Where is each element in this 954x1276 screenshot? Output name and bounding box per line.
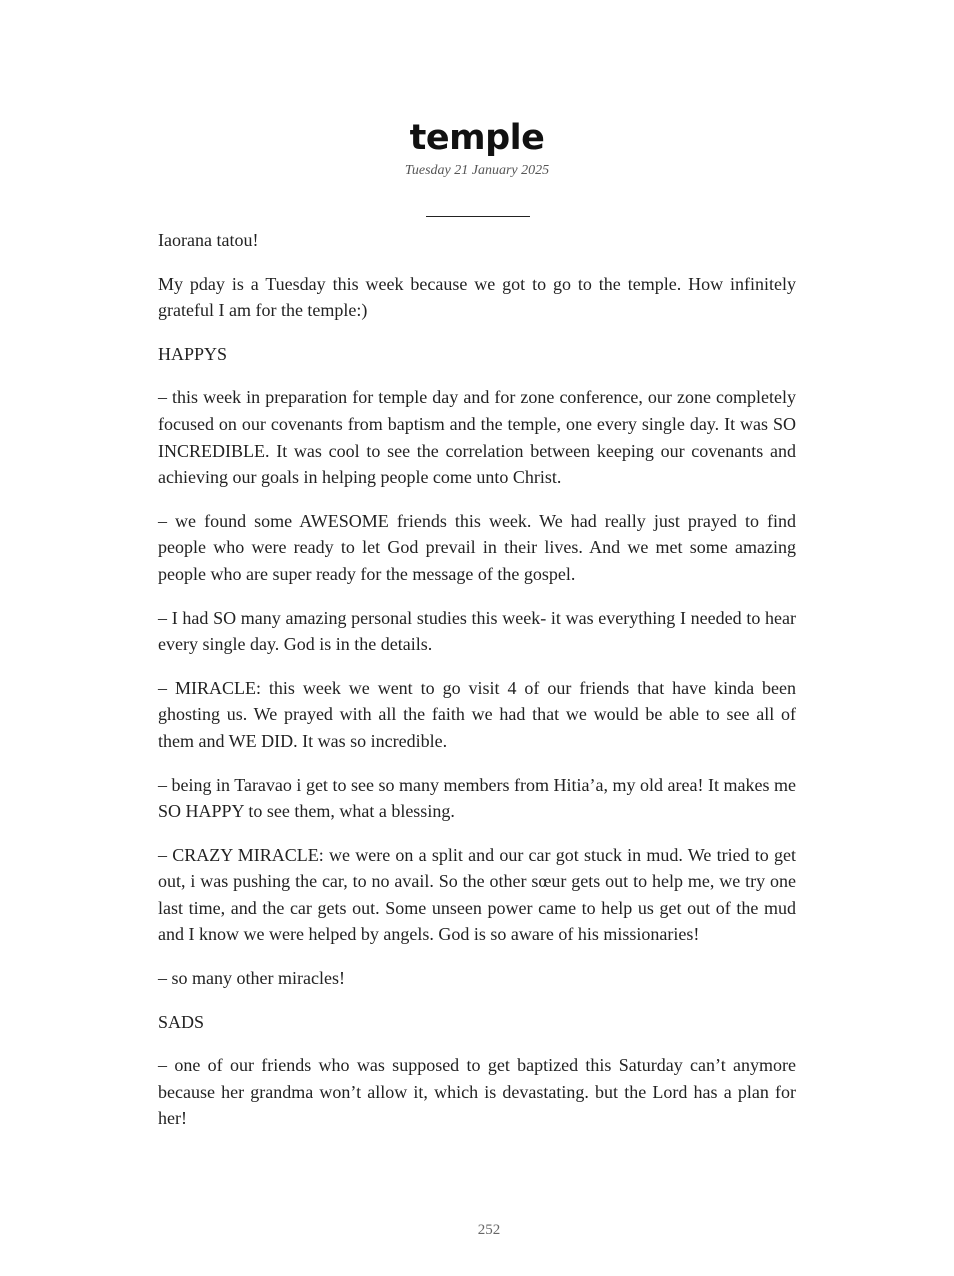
paragraph: – we found some AWESOME friends this week. We had really just prayed to find people who were ready to let God prevail in their lives. And we met some amazing people who are super ready for the message of the gospel.	[158, 510, 796, 584]
paragraph: – one of our friends who was supposed to get baptized this Saturday can’t anymore because her grandma won’t allow it, which is devastating. but the Lord has a plan for her!	[158, 1055, 796, 1129]
page-title: temple	[409, 118, 545, 158]
section-heading-sads: SADS	[158, 1011, 205, 1032]
paragraph-intro: My pday is a Tuesday this week because we got to go to the temple. How infinitely grateful I am for the temple:)	[158, 273, 796, 321]
page-number: 252	[477, 1222, 501, 1238]
paragraph-greeting: Iaorana tatou!	[158, 230, 259, 250]
paragraph: – MIRACLE: this week we went to go visit 4 of our friends that have kinda been ghosting us. We prayed with all the faith we had that we would be able to see all of them and WE DID. It was so incredible.	[158, 677, 796, 751]
paragraph: – this week in preparation for temple day and for zone conference, our zone completely focused on our covenants from baptism and the temple, one every single day. It was SO INCREDIBLE. It was cool to see the correlation between keeping our covenants and achieving our goals in helping people come unto Christ.	[158, 387, 796, 488]
paragraph: – CRAZY MIRACLE: we were on a split and our car got stuck in mud. We tried to get out, i was pushing the car, to no avail. So the other sœur gets out to help me, we try one last time, and the car gets out. Some unseen power came to help us get out of the mud and I know we were helped by angels. God is so aware of his missionaries!	[158, 844, 796, 945]
paragraph: – so many other miracles!	[158, 968, 345, 989]
entry-date: Tuesday 21 January 2025	[404, 163, 550, 178]
paragraph: – I had SO many amazing personal studies this week- it was everything I needed to hear every single day. God is in the details.	[158, 607, 796, 655]
paragraph: – being in Taravao i get to see so many members from Hitia’a, my old area! It makes me SO HAPPY to see them, what a blessing.	[158, 774, 796, 822]
section-heading-happys: HAPPYS	[158, 343, 228, 364]
entry-body	[158, 227, 796, 1149]
title-divider	[426, 216, 530, 217]
